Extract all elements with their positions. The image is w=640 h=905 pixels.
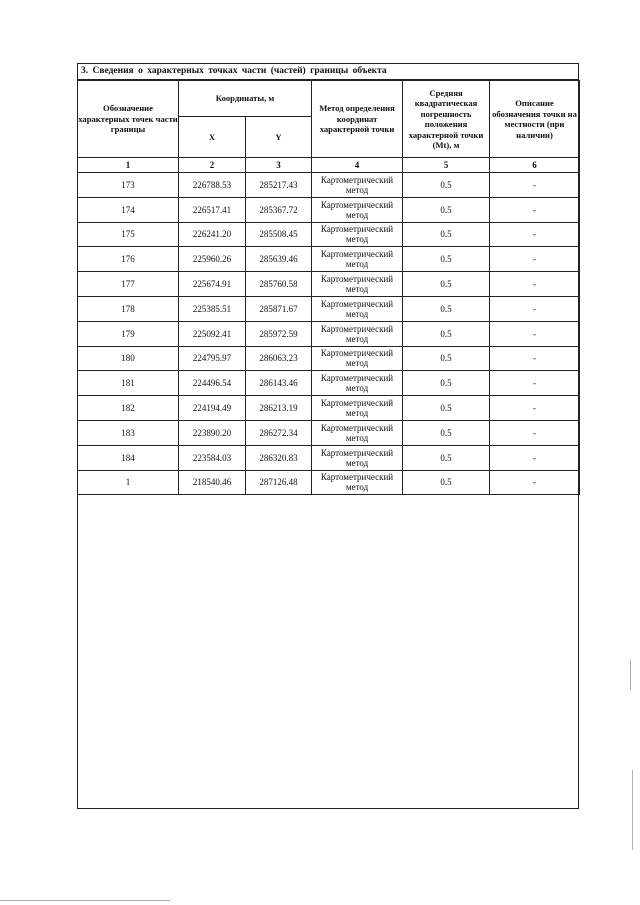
description-cell: -	[490, 173, 580, 198]
point-number: 184	[78, 445, 179, 470]
header-method: Метод определения координат характерной точки	[312, 81, 403, 158]
description-cell: -	[490, 420, 580, 445]
accuracy-cell: 0.5	[403, 321, 490, 346]
coord-x: 225092.41	[179, 321, 246, 346]
coord-y: 286320.83	[246, 445, 312, 470]
coord-x: 225674.91	[179, 272, 246, 297]
method-cell: Картометрический метод	[312, 173, 403, 198]
accuracy-cell: 0.5	[403, 470, 490, 495]
header-description: Описание обозначения точки на местности (при наличии)	[490, 81, 580, 158]
header-accuracy: Средняя квадратическая погрешность положения характерной точки (Mt), м	[403, 81, 490, 158]
header-y: Y	[246, 117, 312, 158]
accuracy-cell: 0.5	[403, 371, 490, 396]
method-cell: Картометрический метод	[312, 346, 403, 371]
method-cell: Картометрический метод	[312, 197, 403, 222]
table-row	[78, 321, 580, 346]
coord-y: 285217.43	[246, 173, 312, 198]
point-number: 178	[78, 296, 179, 321]
description-cell: -	[490, 371, 580, 396]
table-row	[78, 197, 580, 222]
point-number: 179	[78, 321, 179, 346]
coord-x: 226788.53	[179, 173, 246, 198]
coord-x: 225960.26	[179, 247, 246, 272]
coord-y: 285972.59	[246, 321, 312, 346]
accuracy-cell: 0.5	[403, 173, 490, 198]
description-cell: -	[490, 346, 580, 371]
scan-artifact	[630, 660, 631, 690]
section-title: 3. Сведения о характерных точках части (частей) границы объекта	[77, 63, 579, 80]
point-number: 181	[78, 371, 179, 396]
accuracy-cell: 0.5	[403, 197, 490, 222]
method-cell: Картометрический метод	[312, 420, 403, 445]
point-number: 173	[78, 173, 179, 198]
header-coordinates: Координаты, м	[179, 81, 312, 117]
coord-y: 285367.72	[246, 197, 312, 222]
accuracy-cell: 0.5	[403, 247, 490, 272]
accuracy-cell: 0.5	[403, 420, 490, 445]
accuracy-cell: 0.5	[403, 296, 490, 321]
coord-y: 286143.46	[246, 371, 312, 396]
table-row	[78, 173, 580, 198]
column-number: 4	[312, 158, 403, 173]
description-cell: -	[490, 272, 580, 297]
table-row	[78, 396, 580, 421]
method-cell: Картометрический метод	[312, 371, 403, 396]
table-row	[78, 296, 580, 321]
method-cell: Картометрический метод	[312, 445, 403, 470]
description-cell: -	[490, 396, 580, 421]
coord-x: 226241.20	[179, 222, 246, 247]
coord-x: 223584.03	[179, 445, 246, 470]
table-row	[78, 247, 580, 272]
accuracy-cell: 0.5	[403, 272, 490, 297]
coord-y: 287126.48	[246, 470, 312, 495]
scan-artifact	[632, 770, 633, 850]
column-number: 2	[179, 158, 246, 173]
coord-x: 224795.97	[179, 346, 246, 371]
scan-artifact	[0, 900, 170, 901]
coord-y: 286213.19	[246, 396, 312, 421]
point-number: 177	[78, 272, 179, 297]
column-number: 1	[78, 158, 179, 173]
coord-y: 285871.67	[246, 296, 312, 321]
coord-y: 285508.45	[246, 222, 312, 247]
method-cell: Картометрический метод	[312, 470, 403, 495]
coord-y: 286063.23	[246, 346, 312, 371]
coord-x: 225385.51	[179, 296, 246, 321]
coord-x: 224194.49	[179, 396, 246, 421]
method-cell: Картометрический метод	[312, 222, 403, 247]
coord-x: 226517.41	[179, 197, 246, 222]
coord-x: 223890.20	[179, 420, 246, 445]
point-number: 176	[78, 247, 179, 272]
header-x: X	[179, 117, 246, 158]
description-cell: -	[490, 247, 580, 272]
description-cell: -	[490, 470, 580, 495]
description-cell: -	[490, 445, 580, 470]
coord-y: 286272.34	[246, 420, 312, 445]
point-number: 183	[78, 420, 179, 445]
table-row	[78, 445, 580, 470]
method-cell: Картометрический метод	[312, 321, 403, 346]
column-number-row	[78, 158, 580, 173]
point-number: 182	[78, 396, 179, 421]
table-row	[78, 272, 580, 297]
point-number: 174	[78, 197, 179, 222]
coord-y: 285760.58	[246, 272, 312, 297]
table-row	[78, 346, 580, 371]
method-cell: Картометрический метод	[312, 272, 403, 297]
table-row	[78, 470, 580, 495]
coord-x: 218540.46	[179, 470, 246, 495]
coord-y: 285639.46	[246, 247, 312, 272]
method-cell: Картометрический метод	[312, 247, 403, 272]
method-cell: Картометрический метод	[312, 296, 403, 321]
table-row	[78, 420, 580, 445]
point-number: 175	[78, 222, 179, 247]
coord-x: 224496.54	[179, 371, 246, 396]
point-number: 180	[78, 346, 179, 371]
method-cell: Картометрический метод	[312, 396, 403, 421]
column-number: 5	[403, 158, 490, 173]
table-row	[78, 222, 580, 247]
description-cell: -	[490, 321, 580, 346]
description-cell: -	[490, 222, 580, 247]
description-cell: -	[490, 197, 580, 222]
column-number: 6	[490, 158, 580, 173]
accuracy-cell: 0.5	[403, 222, 490, 247]
points-table	[77, 80, 580, 495]
accuracy-cell: 0.5	[403, 445, 490, 470]
description-cell: -	[490, 296, 580, 321]
column-number: 3	[246, 158, 312, 173]
point-number: 1	[78, 470, 179, 495]
table-row	[78, 371, 580, 396]
accuracy-cell: 0.5	[403, 346, 490, 371]
header-designation: Обозначение характерных точек части границы	[78, 81, 179, 158]
accuracy-cell: 0.5	[403, 396, 490, 421]
